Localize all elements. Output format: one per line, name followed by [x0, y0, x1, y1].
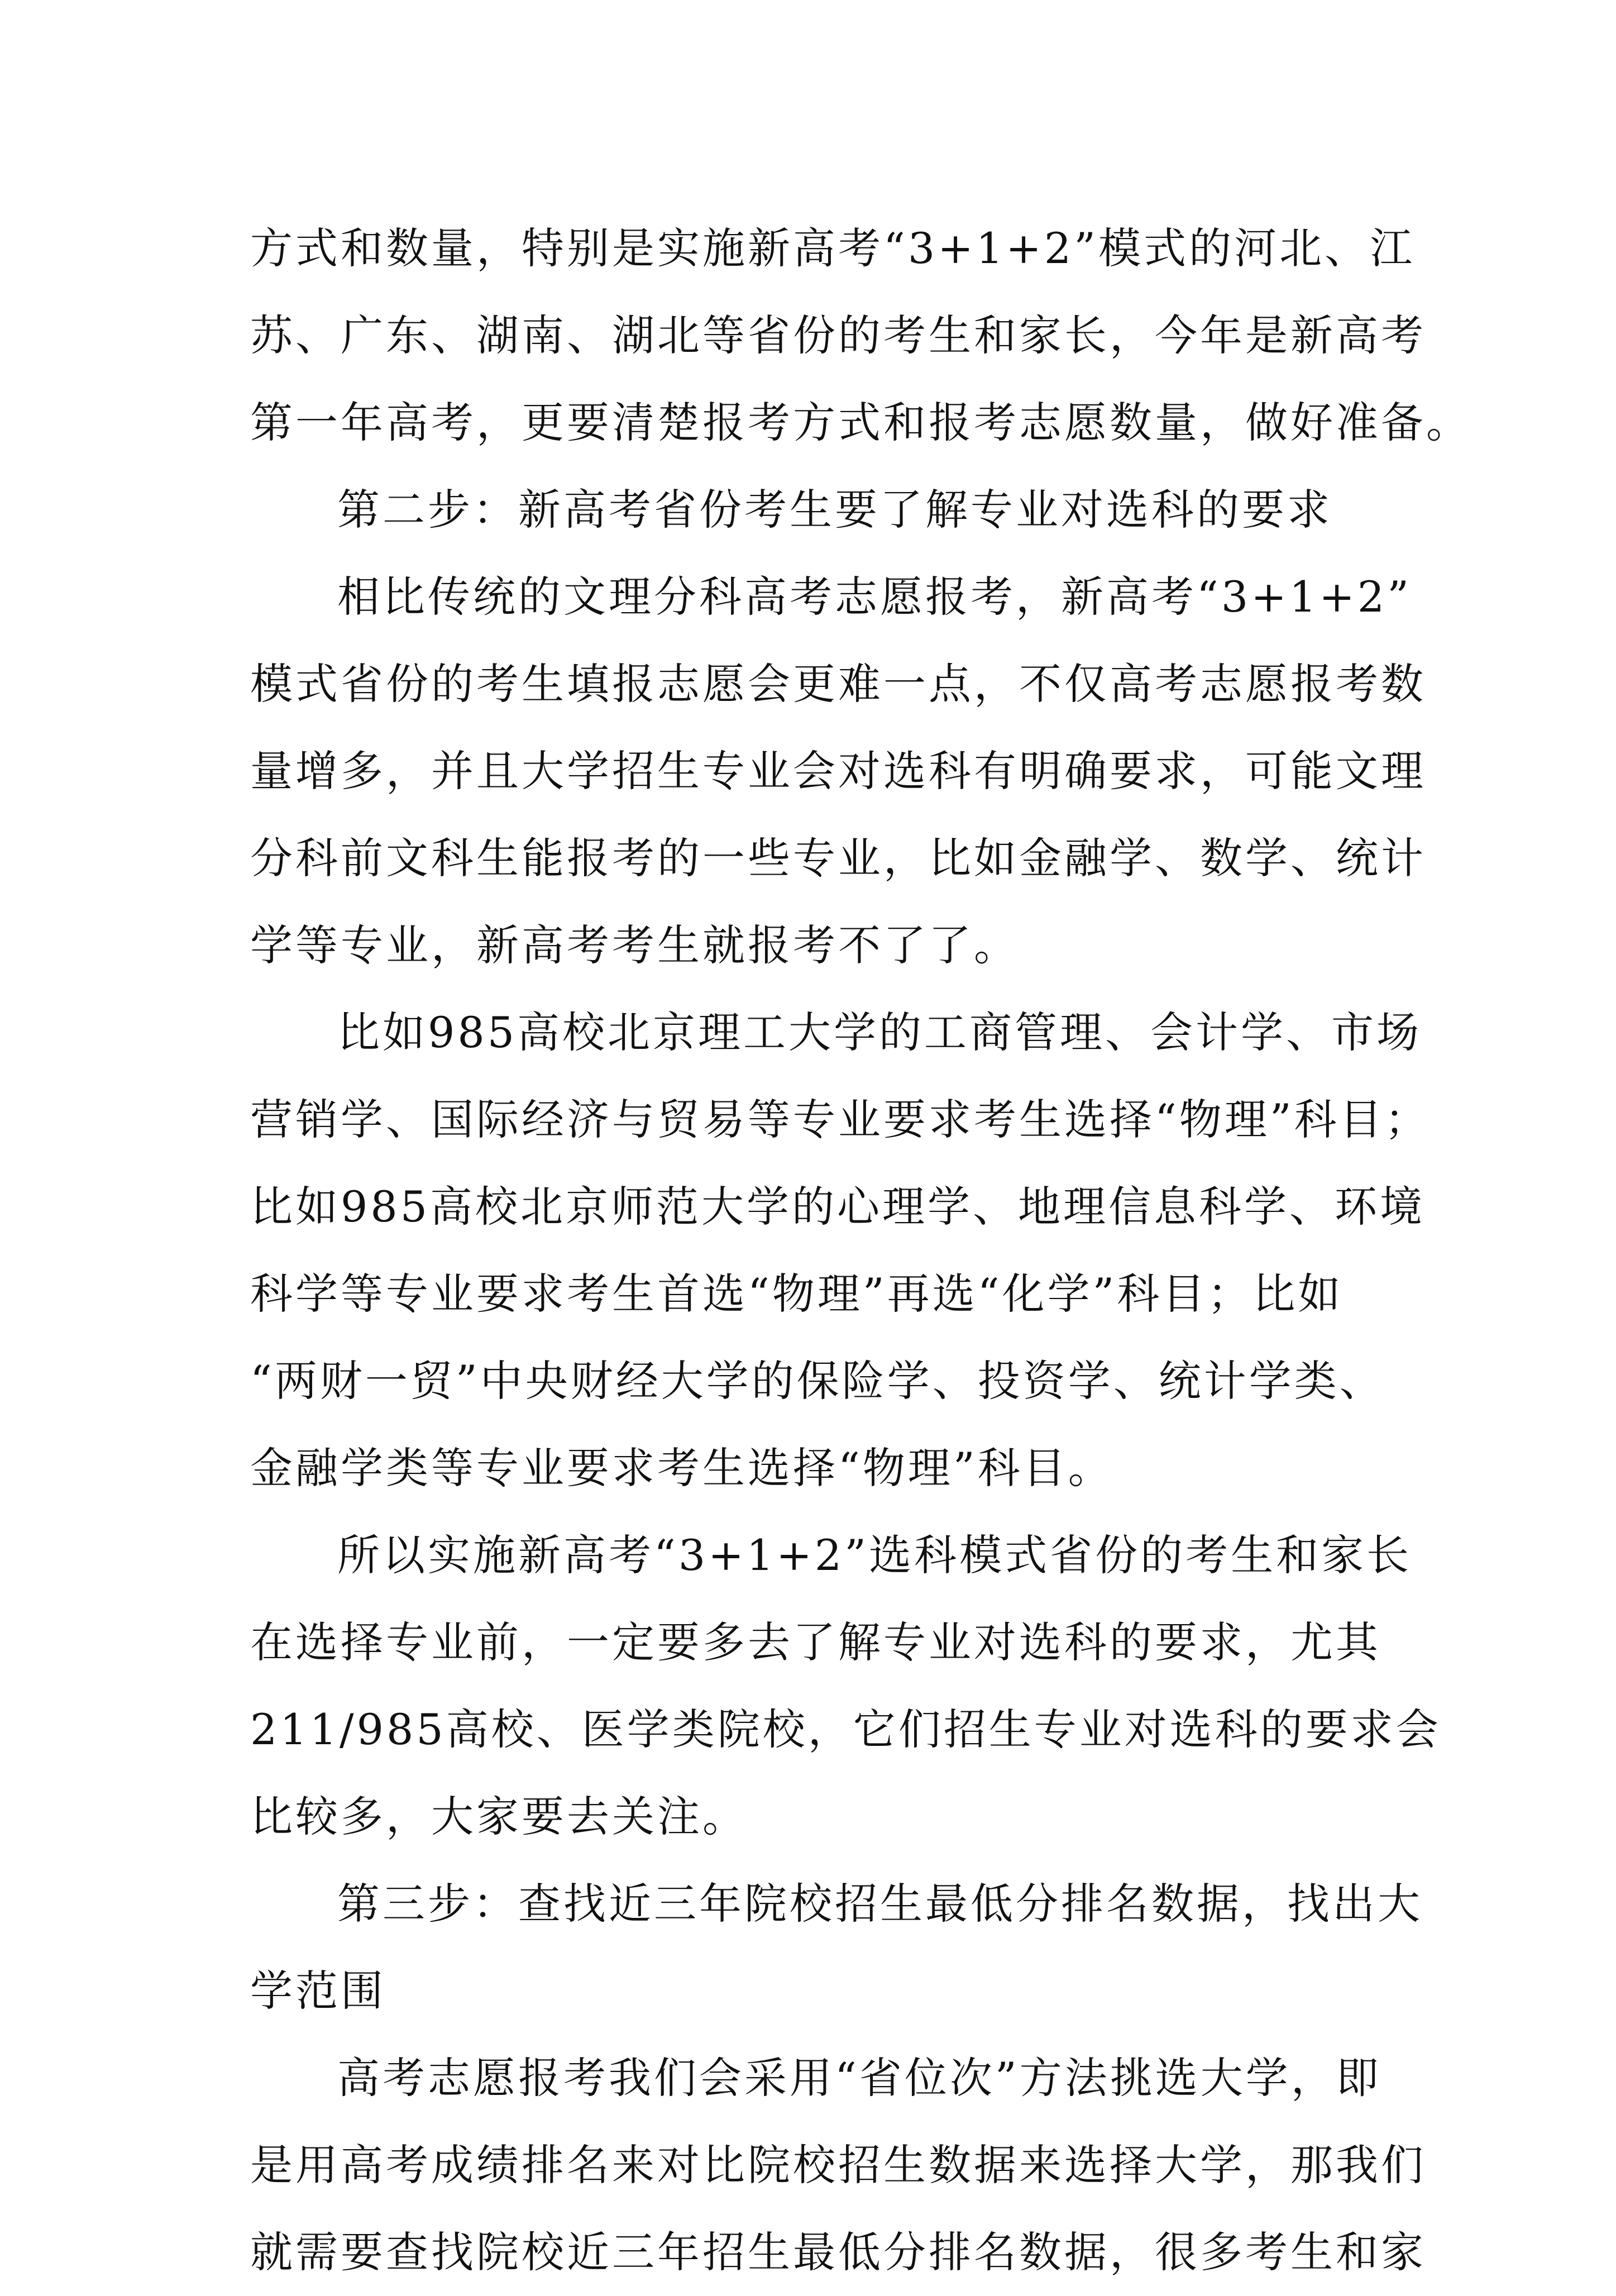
- text-line: 苏、广东、湖南、湖北等省份的考生和家长，今年是新高考: [250, 311, 1426, 360]
- text-line: 比如985高校北京师范大学的心理学、地理信息科学、环境: [250, 1182, 1426, 1231]
- text-line: 分科前文科生能报考的一些专业，比如金融学、数学、统计: [250, 833, 1426, 883]
- section-heading: 第二步：新高考省份考生要了解专业对选科的要求: [337, 485, 1332, 534]
- text-line: 就需要查找院校近三年招生最低分排名数据，很多考生和家: [250, 2227, 1426, 2277]
- text-line: 高考志愿报考我们会采用“省位次”方法挑选大学，即: [337, 2053, 1381, 2103]
- text-line: 模式省份的考生填报志愿会更难一点，不仅高考志愿报考数: [250, 659, 1426, 709]
- text-line: 方式和数量，特别是实施新高考“3+1+2”模式的河北、江: [250, 223, 1416, 273]
- text-line: “两财一贸”中央财经大学的保险学、投资学、统计学类、: [250, 1356, 1385, 1406]
- text-line: 比如985高校北京理工大学的工商管理、会计学、市场: [337, 1008, 1422, 1057]
- text-line: 在选择专业前，一定要多去了解专业对选科的要求，尤其: [250, 1617, 1381, 1667]
- text-line: 211/985高校、医学类院校，它们招生专业对选科的要求会: [250, 1705, 1441, 1754]
- text-line: 是用高考成绩排名来对比院校招生数据来选择大学，那我们: [250, 2140, 1426, 2190]
- text-line: 金融学类等专业要求考生选择“物理”科目。: [250, 1443, 1113, 1493]
- text-line: 相比传统的文理分科高考志愿报考，新高考“3+1+2”: [337, 572, 1412, 622]
- text-line: 营销学、国际经济与贸易等专业要求考生选择“物理”科目；: [250, 1095, 1430, 1144]
- text-line: 比较多，大家要去关注。: [250, 1792, 748, 1841]
- body-text: [250, 205, 1471, 2296]
- text-line: 量增多，并且大学招生专业会对选科有明确要求，可能文理: [250, 746, 1426, 796]
- text-line: 所以实施新高考“3+1+2”选科模式省份的考生和家长: [337, 1530, 1412, 1580]
- text-line: 学等专业，新高考考生就报考不了了。: [250, 920, 1019, 970]
- section-heading-continuation: 学范围: [250, 1966, 386, 2016]
- text-line: 第一年高考，更要清楚报考方式和报考志愿数量，做好准备。: [250, 398, 1471, 447]
- section-heading: 第三步：查找近三年院校招生最低分排名数据，找出大: [337, 1879, 1423, 1929]
- text-line: 科学等专业要求考生首选“物理”再选“化学”科目；比如: [250, 1269, 1344, 1319]
